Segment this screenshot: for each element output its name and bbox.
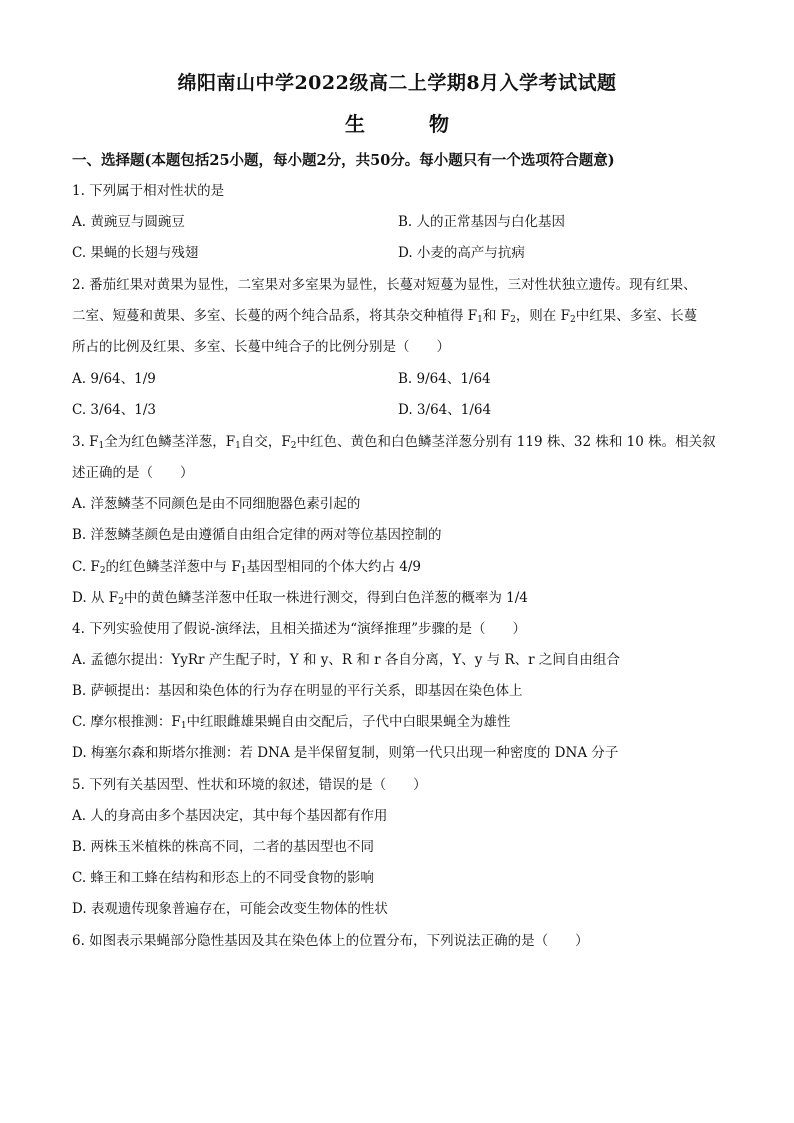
exam-subject: 生 物 bbox=[345, 112, 471, 136]
question-6-stem: 6. 如图表示果蝇部分隐性基因及其在染色体上的位置分布，下列说法正确的是（ ） bbox=[72, 933, 589, 949]
question-3-text-part: D. 从 F bbox=[72, 590, 119, 606]
question-3-stem-line2: 述正确的是（ ） bbox=[72, 465, 194, 481]
question-4-option-b: B. 萨顿提出：基因和染色体的行为存在明显的平行关系，即基因在染色体上 bbox=[72, 683, 523, 699]
question-2-text-part: 和 F bbox=[482, 308, 511, 324]
question-4-option-c bbox=[72, 713, 511, 735]
question-2-stem-line1: 2. 番茄红果对黄果为显性，二室果对多室果为显性，长蔓对短蔓为显性，三对性状独立遗传。现有红果、 bbox=[72, 277, 697, 293]
question-2-text-part: ，则在 F bbox=[515, 308, 570, 324]
question-1-option-b: B. 人的正常基因与白化基因 bbox=[398, 214, 566, 230]
question-5-option-d: D. 表观遗传现象普遍存在，可能会改变生物体的性状 bbox=[72, 901, 388, 917]
question-4-text-part: 中红眼雌雄果蝇自由交配后，子代中白眼果蝇全为雄性 bbox=[186, 714, 511, 730]
question-3-text-part: 的红色鳞茎洋葱中与 F bbox=[105, 559, 241, 575]
question-1-option-a: A. 黄豌豆与圆豌豆 bbox=[72, 214, 185, 230]
question-2-option-c: C. 3/64、1/3 bbox=[72, 402, 156, 418]
subscript: 1 bbox=[180, 721, 187, 731]
question-2-option-b: B. 9/64、1/64 bbox=[398, 371, 491, 387]
subscript: 2 bbox=[118, 597, 124, 607]
subscript: 1 bbox=[477, 315, 483, 325]
question-2-stem-line3: 所占的比例及红果、多室、长蔓中纯合子的比例分别是（ ） bbox=[72, 339, 450, 355]
question-4-text-part: C. 摩尔根推测：F bbox=[72, 714, 181, 730]
question-2-text-part: 二室、短蔓和黄果、多室、长蔓的两个纯合品系，将其杂交种植得 F bbox=[72, 308, 478, 324]
question-1-option-c: C. 果蝇的长翅与残翅 bbox=[72, 245, 199, 261]
question-2-option-a: A. 9/64、1/9 bbox=[72, 371, 156, 387]
question-3-text-part: 全为红色鳞茎洋葱，F bbox=[104, 434, 236, 450]
question-2-stem-line2 bbox=[72, 307, 697, 329]
subscript: 1 bbox=[235, 441, 241, 451]
question-5-stem: 5. 下列有关基因型、性状和环境的叙述，错误的是（ ） bbox=[72, 777, 427, 793]
question-3-option-d bbox=[72, 589, 528, 611]
question-3-text-part: 基因型相同的个体大约占 4/9 bbox=[246, 559, 421, 575]
question-3-text-part: 中红色、黄色和白色鳞茎洋葱分别有 119 株、32 株和 10 株。相关叙 bbox=[296, 434, 716, 450]
question-3-option-c bbox=[72, 558, 421, 580]
subscript: 1 bbox=[240, 566, 247, 576]
question-3-option-a: A. 洋葱鳞茎不同颜色是由不同细胞器色素引起的 bbox=[72, 496, 361, 512]
question-3-text-part: C. F bbox=[72, 559, 100, 575]
exam-title: 绵阳南山中学2022级高二上学期8月入学考试试题 bbox=[177, 72, 617, 94]
question-4-option-d: D. 梅塞尔森和斯塔尔推测：若 DNA 是半保留复制，则第一代只出现一种密度的 DNA 分子 bbox=[72, 745, 619, 761]
section-heading: 一、选择题(本题包括25小题，每小题2分，共50分。每小题只有一个选项符合题意) bbox=[72, 152, 615, 169]
question-3-stem-line1 bbox=[72, 433, 716, 455]
question-2-option-d: D. 3/64、1/64 bbox=[398, 402, 492, 418]
question-4-stem: 4. 下列实验使用了假说-演绎法，且相关描述为“演绎推理”步骤的是（ ） bbox=[72, 621, 527, 637]
question-5-option-a: A. 人的身高由多个基因决定，其中每个基因都有作用 bbox=[72, 808, 388, 824]
subscript: 2 bbox=[569, 315, 576, 325]
question-4-option-a: A. 孟德尔提出：YyRr 产生配子时，Y 和 y、R 和 r 各自分离，Y、y 与 R、r 之间自由组合 bbox=[72, 652, 620, 668]
question-3-text-part: 3. F bbox=[72, 434, 99, 450]
subscript: 1 bbox=[98, 441, 105, 451]
question-3-text-part: 自交，F bbox=[240, 434, 291, 450]
question-5-option-b: B. 两株玉米植株的株高不同，二者的基因型也不同 bbox=[72, 839, 375, 855]
subscript: 2 bbox=[290, 441, 297, 451]
question-3-option-b: B. 洋葱鳞茎颜色是由遵循自由组合定律的两对等位基因控制的 bbox=[72, 527, 442, 543]
question-2-text-part: 中红果、多室、长蔓 bbox=[575, 308, 698, 324]
subscript: 2 bbox=[510, 315, 516, 325]
question-3-text-part: 中的黄色鳞茎洋葱中任取一株进行测交，得到白色洋葱的概率为 1/4 bbox=[123, 590, 528, 606]
question-5-option-c: C. 蜂王和工蜂在结构和形态上的不同受食物的影响 bbox=[72, 870, 374, 886]
question-1-stem: 1. 下列属于相对性状的是 bbox=[72, 183, 225, 199]
subscript: 2 bbox=[99, 566, 106, 576]
question-1-option-d: D. 小麦的高产与抗病 bbox=[398, 245, 525, 261]
